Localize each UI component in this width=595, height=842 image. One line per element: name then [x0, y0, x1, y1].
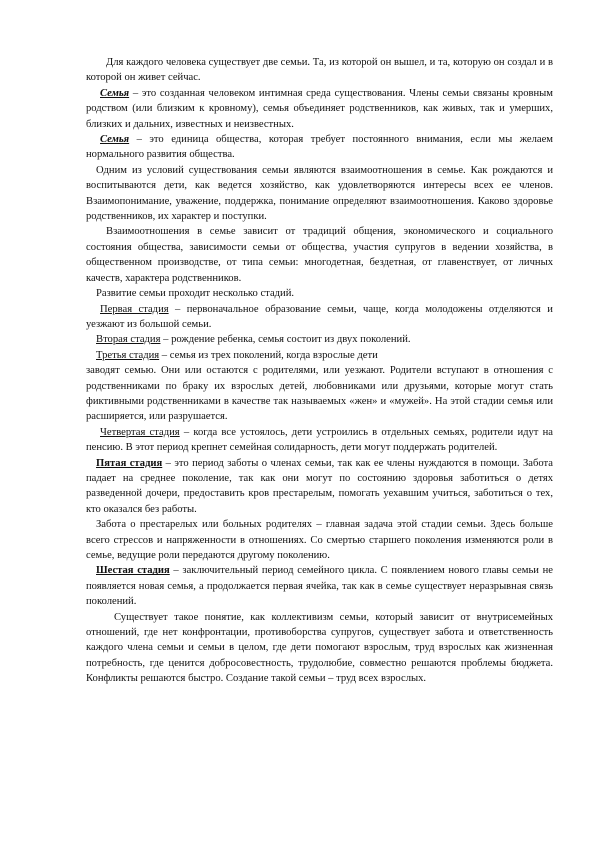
paragraph-relationships-factors [86, 224, 553, 286]
paragraph-text: – это период заботы о членах семьи, так как ее члены нуждаются в помощи. Забота падает на среднее поколение, так как они могут по состоянию здоровья заботиться о детях разведенной дочери, предоставить кров престарелым, помогать уехавшим учиться, заботиться о тех, кто оказался без работы. [86, 457, 553, 515]
stage-5-title: Пятая стадия [96, 457, 163, 469]
paragraph-stage-6 [86, 563, 553, 609]
paragraph-elderly-care [86, 517, 553, 563]
paragraph-text: Одним из условий существования семьи являются взаимоотношения в семье. Как рождаются и воспитываются дети, как ведется хозяйство, как удовлетворяются интересы всех ее членов. Взаимопонимание, уважение, поддержка, понимание определяют взаимоотношения. Каково здоровье родственников, их характер и поступки. [86, 164, 553, 223]
stage-2-title: Вторая стадия [96, 334, 161, 346]
paragraph-collectivism [86, 610, 553, 687]
paragraph-text: Развитие семьи проходит несколько стадий. [96, 288, 295, 300]
paragraph-text: Для каждого человека существует две семьи. Та, из которой он вышел, и та, которую он создал и в которой он живет сейчас. [86, 57, 553, 84]
stage-3-title: Третья стадия [96, 349, 160, 361]
paragraph-text: – это созданная человеком интимная среда существования. Члены семьи связаны кровным родством (или близким к кровному), семья объединяет родственников, как живых, так и умерших, близких и дальних, известных и неизвестных. [86, 87, 553, 130]
paragraph-family-definition-1 [86, 86, 553, 132]
paragraph-text: – когда все устоялось, дети устроились в отдельных семьях, родители идут на пенсию. В этот период крепнет семейная солидарность, дети могут поддержать родителей. [86, 426, 554, 454]
paragraph-text: – заключительный период семейного цикла. С появлением нового главы семьи не появляется новая семья, а продолжается первая ячейка, так как в семье существует неразрывная связь поколений. [86, 565, 554, 608]
paragraph-text: Забота о престарелых или больных родителях – главная задача этой стадии семьи. Здесь больше всего стрессов и напряженности в отношениях. Со смертью старшего поколения изменяются роли в семье, ведущие роли передаются другому поколению. [86, 519, 553, 561]
paragraph-text: заводят семью. Они или остаются с родителями, или уезжают. Родители вступают в отношения с родственниками по браку их взрослых детей, любовниками или друзьями, которые могут стать фиктивными родственниками в качестве так называемых «жен» и «мужей». На этой стадии семья или расширяется, или разрушается. [86, 365, 553, 423]
paragraph-text: – первоначальное образование семьи, чаще, когда молодожены отделяются и уезжают из большой семьи. [86, 303, 553, 330]
paragraph-two-families [86, 55, 553, 86]
paragraph-family-definition-2 [86, 132, 553, 163]
term-family: Семья [100, 134, 130, 146]
paragraph-relationships [86, 163, 553, 225]
paragraph-stage-4 [86, 425, 553, 456]
paragraph-text: Взаимоотношения в семье зависит от традиций общения, экономического и социального состояния общества, зависимости семьи от общества, участия супругов в ведении хозяйства, в общественном производстве, от типа семьи: многодетная, бездетная, от главенствует, от личных качеств, характера родственников. [86, 226, 553, 284]
paragraph-text: – семья из трех поколений, когда взрослые дети [159, 349, 378, 361]
stage-6-title: Шестая стадия [96, 565, 170, 577]
paragraph-stages-intro [86, 286, 553, 301]
paragraph-text: – это единица общества, которая требует постоянного внимания, если мы желаем нормального развития общества. [86, 134, 553, 161]
paragraph-text: – рождение ребенка, семья состоит из двух поколений. [160, 334, 411, 346]
paragraph-stage-3 [86, 348, 553, 363]
term-family: Семья [100, 87, 130, 99]
stage-4-title: Четвертая стадия [100, 426, 180, 438]
paragraph-text: Существует такое понятие, как коллективизм семьи, который зависит от внутрисемейных отношений, где нет конфронтации, противоборства супругов, существует забота и ответственность каждого члена семьи и семьи в целом, где дети помогают взрослым, труд взрослых как жизненная потребность, где ценится добросовестность, трудолюбие, совместно решаются проблемы бюджета. Конфликты решаются быстро. Создание такой семьи – труд всех взрослых. [86, 611, 553, 685]
paragraph-stage-5 [86, 456, 553, 518]
paragraph-stage-2 [86, 332, 553, 347]
paragraph-stage-3-continued [86, 363, 553, 425]
document-page [86, 55, 553, 687]
stage-1-title: Первая стадия [100, 303, 169, 315]
paragraph-stage-1 [86, 302, 553, 333]
